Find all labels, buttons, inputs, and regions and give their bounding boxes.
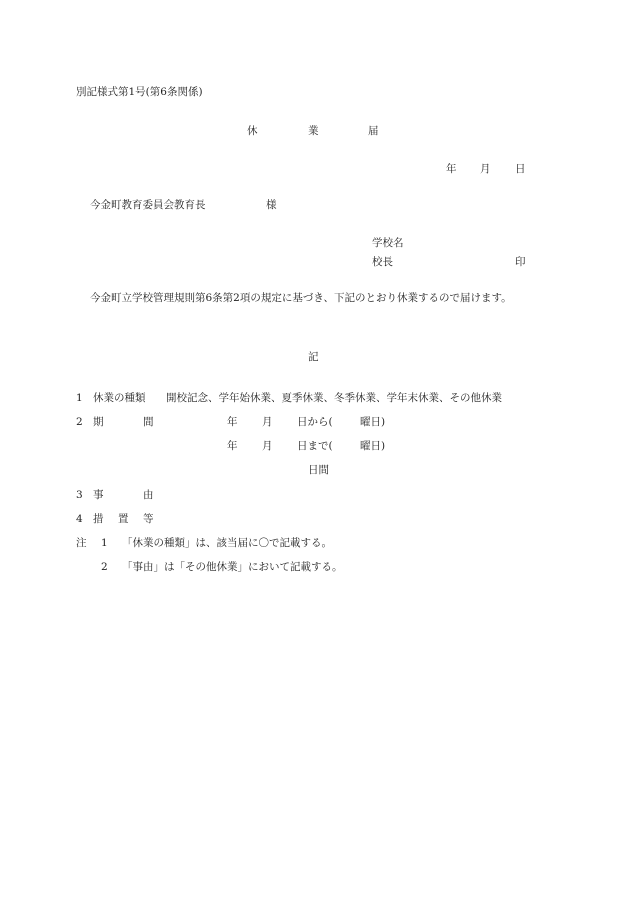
- item-label-a: 事: [93, 489, 104, 501]
- from-year: 年: [227, 416, 238, 428]
- to-weekday: 曜日): [360, 440, 386, 452]
- principal-label: 校長: [372, 256, 393, 268]
- seal-mark: 印: [515, 256, 526, 268]
- item-label-a: 期: [93, 416, 104, 428]
- item-label-a: 措: [93, 513, 104, 525]
- addressee-honorific: 様: [266, 199, 277, 211]
- title-char-2: 業: [308, 125, 319, 137]
- note-text: 「事由」は「その他休業」において記載する。: [122, 561, 343, 573]
- title-char-3: 届: [368, 125, 379, 137]
- addressee-name: 今金町教育委員会教育長: [90, 199, 206, 211]
- item-value: 開校記念、学年始休業、夏季休業、冬季休業、学年末休業、その他休業: [166, 392, 502, 404]
- date-month: 月: [480, 163, 491, 175]
- form-label: 別記様式第1号(第6条関係): [76, 86, 203, 98]
- note-number: 1: [101, 537, 108, 549]
- school-name-label: 学校名: [372, 237, 404, 249]
- item-number: 4: [76, 513, 83, 525]
- notes-prefix: 注: [76, 537, 87, 549]
- to-year: 年: [227, 440, 238, 452]
- item-label-c: 等: [143, 513, 154, 525]
- note-number: 2: [101, 561, 108, 573]
- date-year: 年: [446, 163, 457, 175]
- from-weekday: 曜日): [360, 416, 386, 428]
- item-number: 1: [76, 392, 83, 404]
- body-paragraph: 今金町立学校管理規則第6条第2項の規定に基づき、下記のとおり休業するので届けます。: [90, 292, 512, 304]
- item-label-b: 由: [143, 489, 154, 501]
- title-char-1: 休: [247, 125, 258, 137]
- days-count: 日間: [308, 464, 329, 476]
- from-month: 月: [262, 416, 273, 428]
- date-day: 日: [515, 163, 526, 175]
- item-label-b: 間: [143, 416, 154, 428]
- to-month: 月: [262, 440, 273, 452]
- from-day: 日から(: [297, 416, 333, 428]
- item-number: 3: [76, 489, 83, 501]
- note-text: 「休業の種類」は、該当届に〇で記載する。: [122, 537, 332, 549]
- item-number: 2: [76, 416, 83, 428]
- item-label-b: 置: [118, 513, 129, 525]
- to-day: 日まで(: [297, 440, 333, 452]
- item-label: 休業の種類: [93, 392, 146, 404]
- ki-heading: 記: [308, 351, 319, 363]
